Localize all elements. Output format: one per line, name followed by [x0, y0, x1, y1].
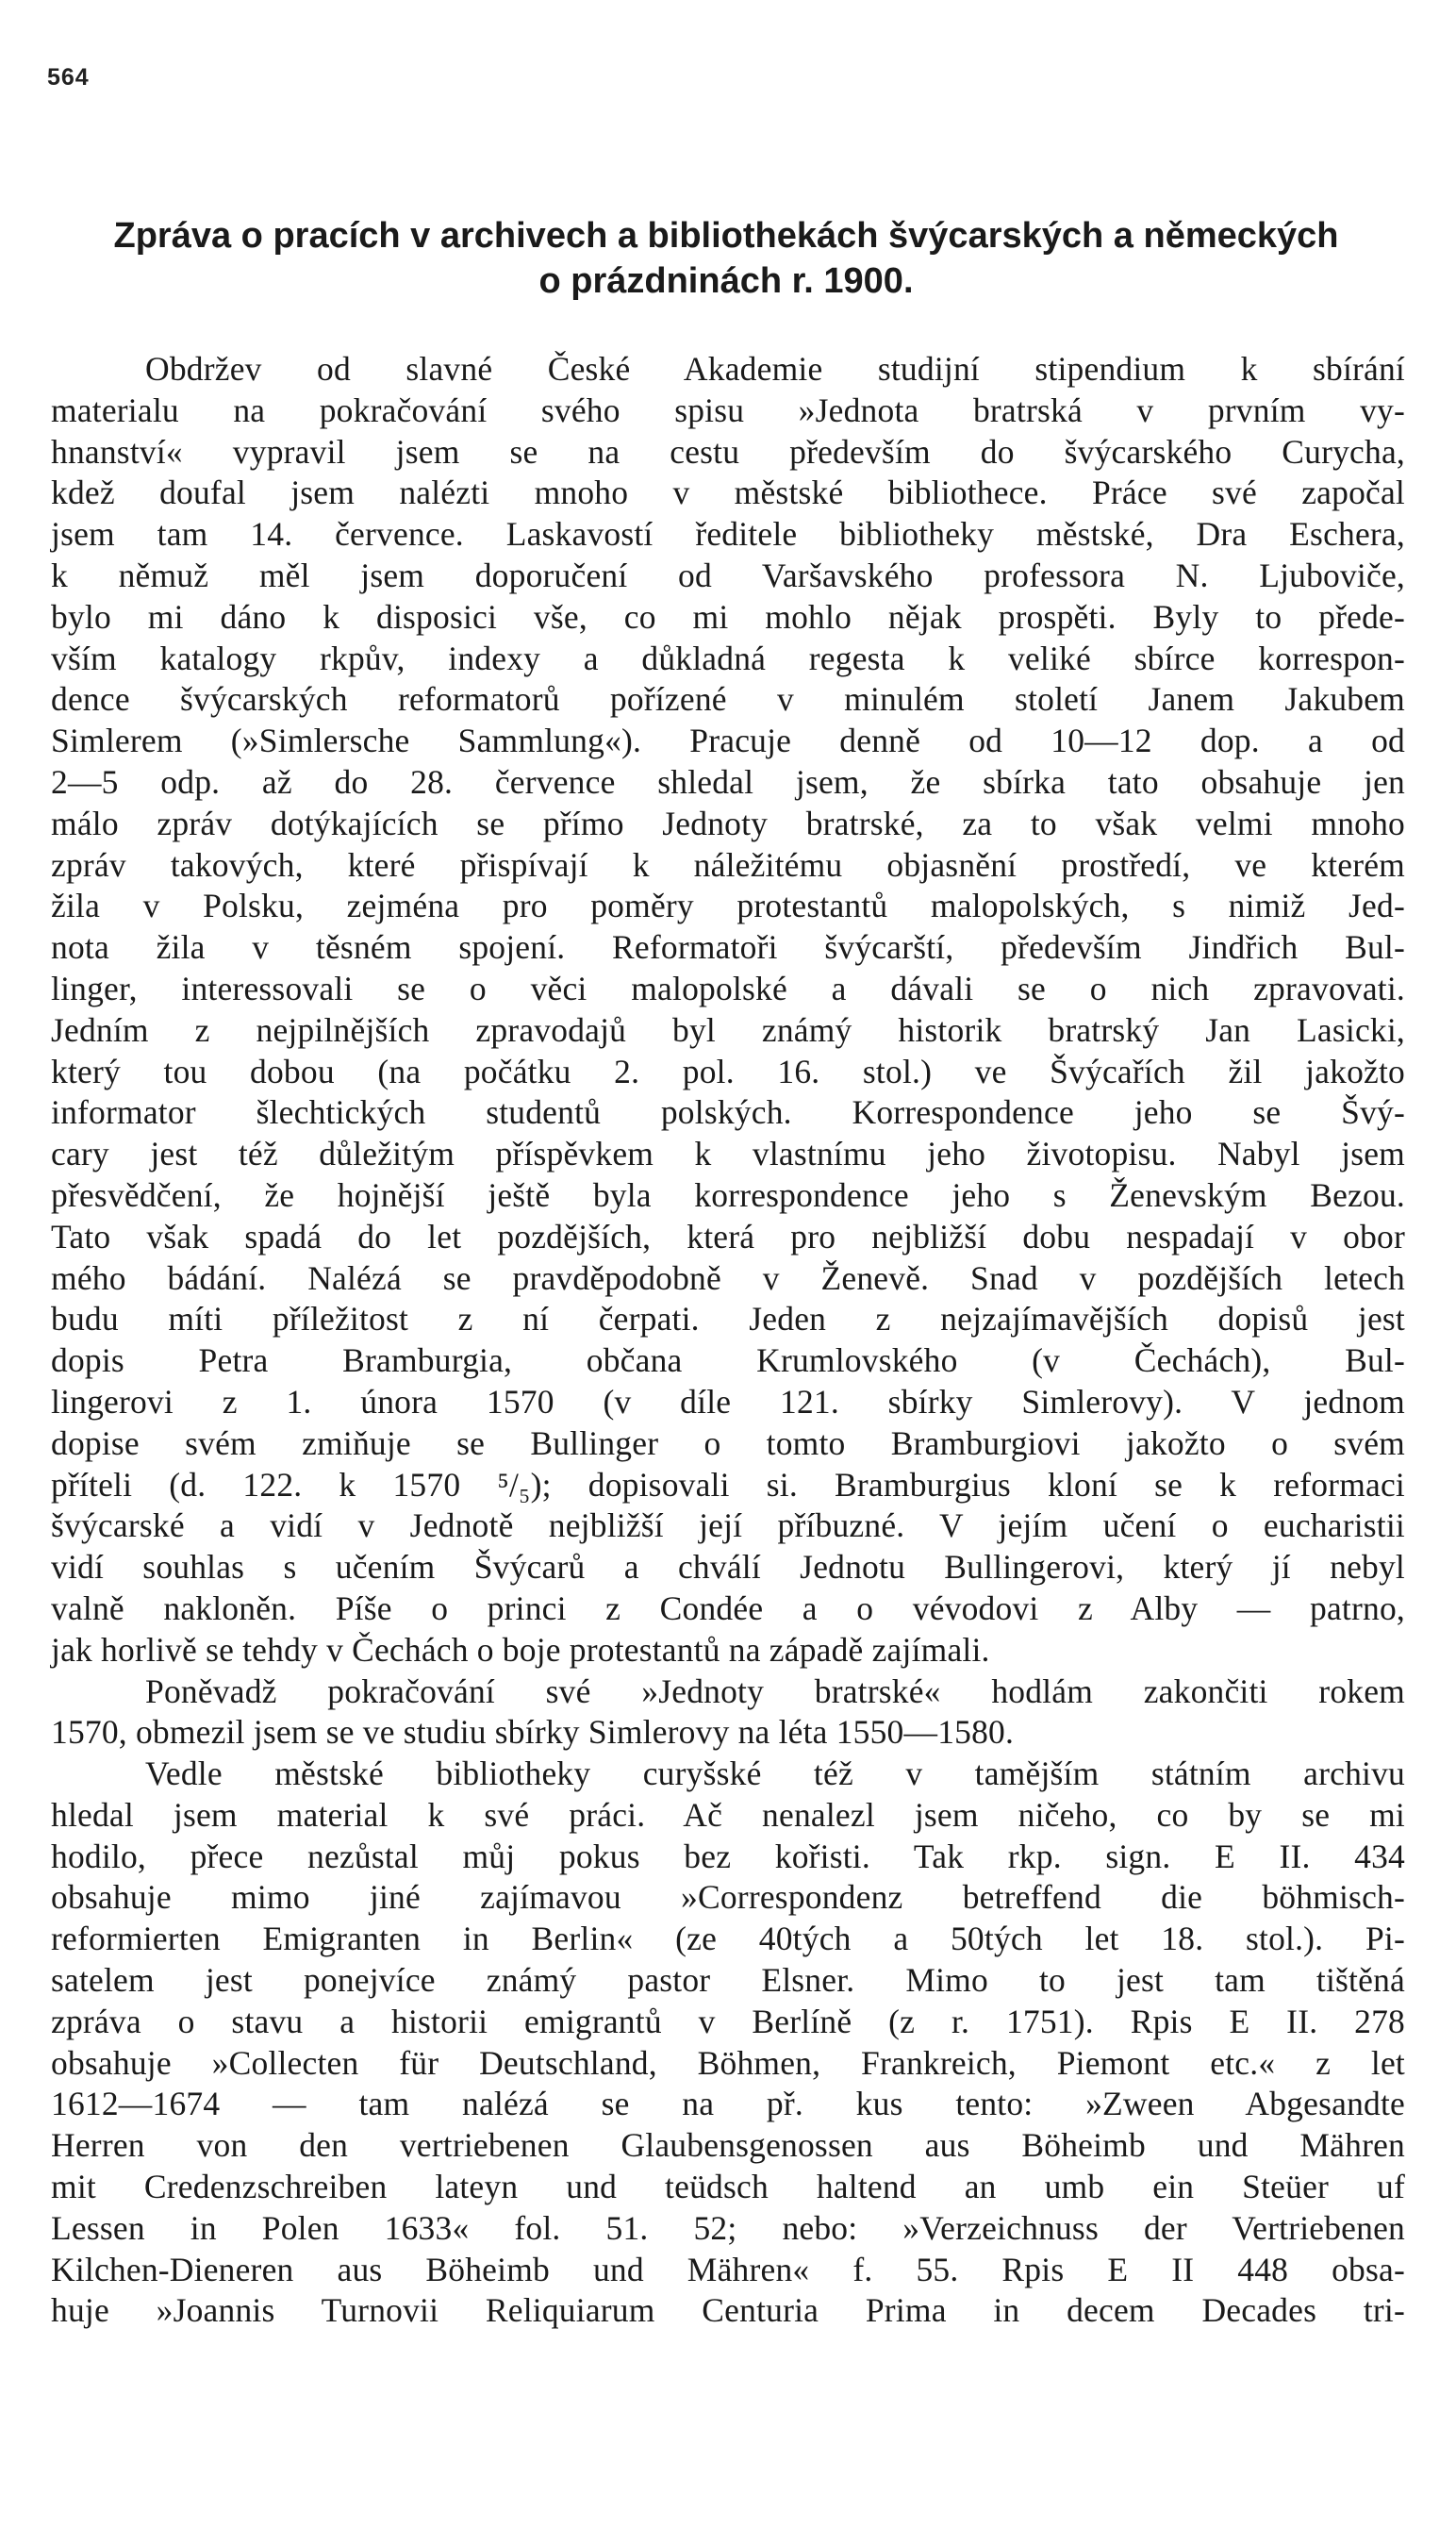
text-line: jak horlivě se tehdy v Čechách o boje protestantů na západě zajímali. [51, 1630, 990, 1669]
paragraph-2 [51, 1671, 1405, 1755]
text-line: Tato však spadá do let pozdějších, která pro nejbližší dobu nespadají v obor [51, 1217, 1405, 1256]
text-line: cary jest též důležitým příspěvkem k vlastnímu jeho životopisu. Nabyl jsem [51, 1135, 1405, 1173]
text-line: informator šlechtických studentů polských. Korrespondence jeho se Švý- [51, 1093, 1405, 1132]
text-line: dence švýcarských reformatorů pořízené v minulém století Janem Jakubem [51, 680, 1405, 719]
text-line: Herren von den vertriebenen Glaubensgenossen aus Böheimb und Mähren [51, 2126, 1405, 2165]
text-line: nota žila v těsném spojení. Reformatoři švýcarští, především Jindřich Bul- [51, 928, 1405, 967]
text-line: Obdržev od slavné České Akademie studijní stipendium k sbírání [145, 350, 1405, 388]
text-line: mého bádání. Nalézá se pravděpodobně v Ženevě. Snad v pozdějších letech [51, 1258, 1405, 1297]
text-line: linger, interessovali se o věci malopolské a dávali se o nich zpravovati. [51, 969, 1405, 1007]
text-line: hledal jsem material k své práci. Ač nenalezl jsem ničeho, co by se mi [51, 1795, 1405, 1834]
paragraph-1 [51, 349, 1405, 1671]
text-line: dopis Petra Bramburgia, občana Krumlovského (v Čechách), Bul- [51, 1341, 1405, 1380]
text-line: 1612—1674 — tam nalézá se na př. kus tento: »Zween Abgesandte [51, 2085, 1405, 2123]
text-line: Vedle městské bibliotheky curyšské též v tamějším státním archivu [145, 1755, 1405, 1793]
title-line: o prázdninách r. 1900. [538, 261, 914, 301]
text-line: švýcarské a vidí v Jednotě nejbližší její příbuzné. V jejím učení o eucharistii [51, 1506, 1405, 1545]
text-line: vším katalogy rkpův, indexy a důkladná regesta k veliké sbírce korrespon- [51, 639, 1405, 677]
text-line: hodilo, přece nezůstal můj pokus bez kořisti. Tak rkp. sign. E II. 434 [51, 1837, 1405, 1875]
article-title [47, 213, 1405, 304]
text-line: 2—5 odp. až do 28. července shledal jsem, že sbírka tato obsahuje jen [51, 762, 1405, 801]
text-line: materialu na pokračování svého spisu »Jednota bratrská v prvním vy- [51, 391, 1405, 429]
text-line: Simlerem (»Simlersche Sammlung«). Pracuje denně od 10—12 dop. a od [51, 722, 1405, 760]
paragraph-3 [51, 1754, 1405, 2332]
text-line: žila v Polsku, zejména pro poměry protestantů malopolských, s nimiž Jed- [51, 887, 1405, 925]
text-line: hnanství« vypravil jsem se na cestu především do švýcarského Curycha, [51, 432, 1405, 471]
text-line: zpráv takových, které přispívají k náležitému objasnění prostředí, ve kterém [51, 845, 1405, 884]
text-line: dopise svém zmiňuje se Bullinger o tomto Bramburgiovi jakožto o svém [51, 1423, 1405, 1462]
text-line: kdež doufal jsem nalézti mnoho v městské bibliothece. Práce své započal [51, 474, 1405, 512]
text-line: Poněvadž pokračování své »Jednoty bratrské« hodlám zakončiti rokem [145, 1671, 1405, 1710]
text-line: jsem tam 14. července. Laskavostí ředitele bibliotheky městské, Dra Eschera, [51, 515, 1405, 554]
text-line: satelem jest ponejvíce známý pastor Elsner. Mimo to jest tam tištěná [51, 1961, 1405, 2000]
page-number: 564 [47, 64, 90, 91]
text-line: zpráva o stavu a historii emigrantů v Berlíně (z r. 1751). Rpis E II. 278 [51, 2002, 1405, 2040]
text-line: příteli (d. 122. k 1570 ⁵/₅); dopisovali si. Bramburgius kloní se k reformaci [51, 1465, 1405, 1504]
text-line: obsahuje mimo jiné zajímavou »Correspondenz betreffend die böhmisch- [51, 1878, 1405, 1917]
text-line: Kilchen-Dieneren aus Böheimb und Mähren« f. 55. Rpis E II 448 obsa- [51, 2250, 1405, 2288]
text-line: 1570, obmezil jsem se ve studiu sbírky Simlerovy na léta 1550—1580. [51, 1713, 1015, 1752]
text-line: mit Credenzschreiben lateyn und teüdsch haltend an umb ein Steüer uf [51, 2168, 1405, 2206]
text-line: málo zpráv dotýkajících se přímo Jednoty bratrské, za to však velmi mnoho [51, 804, 1405, 842]
text-line: bylo mi dáno k disposici vše, co mi mohlo nějak prospěti. Byly to přede- [51, 597, 1405, 636]
title-line: Zpráva o pracích v archivech a bibliothekách švýcarských a německých [113, 216, 1339, 256]
text-line: reformierten Emigranten in Berlin« (ze 40tých a 50tých let 18. stol.). Pi- [51, 1920, 1405, 1958]
text-line: huje »Joannis Turnovii Reliquiarum Centuria Prima in decem Decades tri- [51, 2291, 1405, 2330]
text-line: Jedním z nejpilnějších zpravodajů byl známý historik bratrský Jan Lasicki, [51, 1010, 1405, 1049]
text-line: vidí souhlas s učením Švýcarů a chválí Jednotu Bullingerovi, který jí nebyl [51, 1548, 1405, 1587]
text-line: lingerovi z 1. února 1570 (v díle 121. sbírky Simlerovy). V jednom [51, 1382, 1405, 1421]
text-line: Lessen in Polen 1633« fol. 51. 52; nebo: »Verzeichnuss der Vertriebenen [51, 2208, 1405, 2247]
text-line: k němuž měl jsem doporučení od Varšavského professora N. Ljuboviče, [51, 556, 1405, 594]
text-line: obsahuje »Collecten für Deutschland, Böhmen, Frankreich, Piemont etc.« z let [51, 2043, 1405, 2082]
text-line: budu míti příležitost z ní čerpati. Jeden z nejzajímavějších dopisů jest [51, 1300, 1405, 1339]
text-line: valně nakloněn. Píše o princi z Condée a o vévodovi z Alby — patrno, [51, 1588, 1405, 1627]
text-line: přesvědčení, že hojnější ještě byla korrespondence jeho s Ženevským Bezou. [51, 1175, 1405, 1214]
article-body [51, 349, 1405, 2332]
text-line: který tou dobou (na počátku 2. pol. 16. stol.) ve Švýcařích žil jakožto [51, 1052, 1405, 1090]
